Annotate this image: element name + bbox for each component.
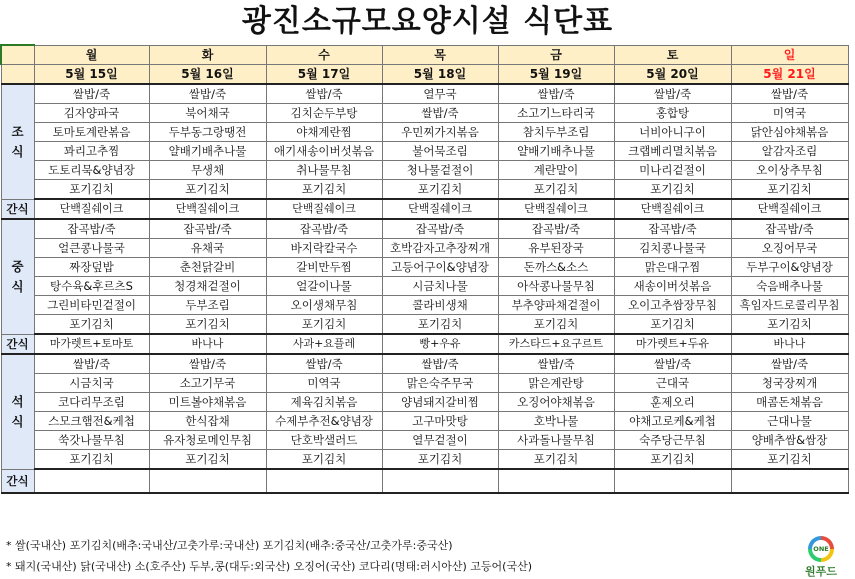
menu-item: 참치두부조림 — [498, 123, 614, 142]
menu-item: 포기김치 — [731, 180, 848, 200]
menu-item: 단호박샐러드 — [266, 431, 382, 450]
menu-item: 쌀밥/죽 — [498, 354, 614, 374]
day-header: 수 — [266, 45, 382, 65]
menu-item: 쌀밥/죽 — [34, 354, 149, 374]
menu-item: 토마토계란볶음 — [34, 123, 149, 142]
menu-item: 고구마맛탕 — [382, 412, 498, 431]
menu-item: 포기김치 — [149, 315, 266, 335]
menu-table — [0, 44, 849, 494]
menu-item: 무생채 — [149, 161, 266, 180]
menu-item: 야채고로케&케첩 — [614, 412, 731, 431]
menu-item: 취나물무침 — [266, 161, 382, 180]
menu-item: 오이상추무침 — [731, 161, 848, 180]
origin-note-1: * 쌀(국내산) 포기김치(배추:국내산/고춧가루:국내산) 포기김치(배추:중국산/고춧가루:중국산) — [6, 539, 453, 552]
date-header: 5월 17일 — [266, 65, 382, 85]
menu-item: 얼갈이나물 — [266, 277, 382, 296]
menu-item: 얄배기배추나물 — [498, 142, 614, 161]
date-corner-cell — [1, 65, 34, 85]
menu-item: 포기김치 — [149, 450, 266, 470]
menu-item: 제육김치볶음 — [266, 393, 382, 412]
logo-badge: ONE — [812, 540, 830, 558]
logo-ring-icon — [808, 536, 834, 562]
menu-item: 시금치국 — [34, 374, 149, 393]
menu-item: 포기김치 — [614, 315, 731, 335]
menu-item: 잡곡밥/죽 — [149, 219, 266, 239]
menu-item: 돈까스&소스 — [498, 258, 614, 277]
menu-item: 잡곡밥/죽 — [34, 219, 149, 239]
corner-cell — [1, 45, 34, 65]
snack-item — [266, 469, 382, 493]
menu-item: 꽈리고추찜 — [34, 142, 149, 161]
menu-item: 포기김치 — [731, 315, 848, 335]
snack-item: 단백질쉐이크 — [382, 199, 498, 219]
menu-item: 홍합탕 — [614, 104, 731, 123]
menu-item: 소고기무국 — [149, 374, 266, 393]
menu-item: 애기새송이버섯볶음 — [266, 142, 382, 161]
menu-item: 쌀밥/죽 — [614, 84, 731, 104]
menu-item: 얼큰콩나물국 — [34, 239, 149, 258]
breakfast-label — [1, 84, 34, 199]
menu-item: 포기김치 — [266, 450, 382, 470]
menu-item: 유부된장국 — [498, 239, 614, 258]
menu-item: 스모크햄전&케첩 — [34, 412, 149, 431]
menu-item: 근대국 — [614, 374, 731, 393]
menu-item: 아삭콩나물무침 — [498, 277, 614, 296]
menu-item: 유채국 — [149, 239, 266, 258]
snack-label: 간식 — [1, 469, 34, 493]
menu-item: 오이생채무침 — [266, 296, 382, 315]
menu-item: 알감자조림 — [731, 142, 848, 161]
menu-item: 포기김치 — [614, 450, 731, 470]
menu-item: 김치순두부탕 — [266, 104, 382, 123]
snack-item — [34, 469, 149, 493]
menu-item: 쌀밥/죽 — [266, 84, 382, 104]
menu-item: 양념돼지갈비찜 — [382, 393, 498, 412]
menu-item: 얄배기배추나물 — [149, 142, 266, 161]
menu-item: 닭안심야채볶음 — [731, 123, 848, 142]
menu-item: 사과돌나물무침 — [498, 431, 614, 450]
menu-item: 오이고추쌈장무침 — [614, 296, 731, 315]
breakfast-label-char: 조 — [11, 123, 24, 139]
menu-item: 잡곡밥/죽 — [498, 219, 614, 239]
menu-item: 포기김치 — [34, 180, 149, 200]
menu-item: 잡곡밥/죽 — [731, 219, 848, 239]
snack-item: 빵+우유 — [382, 334, 498, 354]
menu-item: 포기김치 — [382, 450, 498, 470]
menu-item: 고등어구이&양념장 — [382, 258, 498, 277]
dinner-label-char: 석 — [11, 393, 24, 409]
menu-item: 콜라비생채 — [382, 296, 498, 315]
snack-item: 카스타드+요구르트 — [498, 334, 614, 354]
lunch-label-char: 식 — [11, 278, 24, 294]
menu-item: 수제부추전&양념장 — [266, 412, 382, 431]
menu-item: 미역국 — [731, 104, 848, 123]
snack-item — [498, 469, 614, 493]
menu-item: 시금치나물 — [382, 277, 498, 296]
menu-item: 김치콩나물국 — [614, 239, 731, 258]
menu-item: 크랩베리멸치볶음 — [614, 142, 731, 161]
menu-item: 한식잡채 — [149, 412, 266, 431]
menu-item: 오징어야채볶음 — [498, 393, 614, 412]
menu-item: 잡곡밥/죽 — [614, 219, 731, 239]
day-header: 목 — [382, 45, 498, 65]
snack-item — [614, 469, 731, 493]
snack-item — [382, 469, 498, 493]
menu-item: 숙음배추나물 — [731, 277, 848, 296]
menu-item: 포기김치 — [498, 180, 614, 200]
day-header: 월 — [34, 45, 149, 65]
snack-item: 사과+요플레 — [266, 334, 382, 354]
snack-item: 바나나 — [149, 334, 266, 354]
menu-item: 갈비만두찜 — [266, 258, 382, 277]
menu-item: 부추양파채겉절이 — [498, 296, 614, 315]
menu-item: 맑은대구찜 — [614, 258, 731, 277]
menu-item: 열무국 — [382, 84, 498, 104]
snack-item: 마가렛트+두유 — [614, 334, 731, 354]
snack-item: 단백질쉐이크 — [149, 199, 266, 219]
menu-item: 불어묵조림 — [382, 142, 498, 161]
snack-item: 바나나 — [731, 334, 848, 354]
snack-item — [149, 469, 266, 493]
menu-item: 쌀밥/죽 — [731, 84, 848, 104]
menu-item: 포기김치 — [498, 315, 614, 335]
menu-item: 포기김치 — [498, 450, 614, 470]
menu-item: 포기김치 — [266, 315, 382, 335]
menu-item: 미트볼야채볶음 — [149, 393, 266, 412]
menu-item: 두부조림 — [149, 296, 266, 315]
menu-item: 춘천닭갈비 — [149, 258, 266, 277]
menu-item: 오징어무국 — [731, 239, 848, 258]
page-title: 광진소규모요양시설 식단표 — [241, 4, 614, 39]
menu-item: 소고기느타리국 — [498, 104, 614, 123]
snack-item: 단백질쉐이크 — [731, 199, 848, 219]
menu-item: 야채계란찜 — [266, 123, 382, 142]
menu-item: 김자양파국 — [34, 104, 149, 123]
day-header: 일 — [731, 45, 848, 65]
brand-logo — [800, 536, 842, 579]
menu-item: 잡곡밥/죽 — [382, 219, 498, 239]
menu-item: 호박나물 — [498, 412, 614, 431]
menu-item: 바지락칼국수 — [266, 239, 382, 258]
menu-item: 청경채겉절이 — [149, 277, 266, 296]
menu-item: 쌀밥/죽 — [34, 84, 149, 104]
menu-item: 쌀밥/죽 — [731, 354, 848, 374]
menu-item: 매콤돈채볶음 — [731, 393, 848, 412]
menu-item: 맑은숙주무국 — [382, 374, 498, 393]
menu-item: 계란말이 — [498, 161, 614, 180]
dinner-label — [1, 354, 34, 469]
menu-item: 쌀밥/죽 — [498, 84, 614, 104]
menu-item: 근대나물 — [731, 412, 848, 431]
menu-item: 포기김치 — [266, 180, 382, 200]
snack-item — [731, 469, 848, 493]
menu-item: 쑥갓나물무침 — [34, 431, 149, 450]
menu-item: 새송이버섯볶음 — [614, 277, 731, 296]
day-header: 금 — [498, 45, 614, 65]
menu-item: 쌀밥/죽 — [382, 354, 498, 374]
menu-item: 도토리묵&양념장 — [34, 161, 149, 180]
menu-item: 양배추쌈&쌈장 — [731, 431, 848, 450]
menu-item: 유자청로메인무침 — [149, 431, 266, 450]
date-header: 5월 16일 — [149, 65, 266, 85]
date-header: 5월 18일 — [382, 65, 498, 85]
snack-item: 단백질쉐이크 — [266, 199, 382, 219]
menu-item: 포기김치 — [149, 180, 266, 200]
menu-item: 그린비타민겉절이 — [34, 296, 149, 315]
menu-item: 두부구이&양념장 — [731, 258, 848, 277]
menu-item: 쌀밥/죽 — [149, 84, 266, 104]
menu-item: 쌀밥/죽 — [149, 354, 266, 374]
snack-item: 마가렛트+토마토 — [34, 334, 149, 354]
menu-item: 청국장찌개 — [731, 374, 848, 393]
date-header: 5월 19일 — [498, 65, 614, 85]
menu-item: 미역국 — [266, 374, 382, 393]
menu-item: 코다리무조림 — [34, 393, 149, 412]
day-header: 화 — [149, 45, 266, 65]
snack-label: 간식 — [1, 334, 34, 354]
menu-item: 열무겉절이 — [382, 431, 498, 450]
menu-item: 우민찌가지볶음 — [382, 123, 498, 142]
date-header: 5월 15일 — [34, 65, 149, 85]
snack-item: 단백질쉐이크 — [614, 199, 731, 219]
menu-item: 미나리겉절이 — [614, 161, 731, 180]
menu-item: 청나물겉절이 — [382, 161, 498, 180]
menu-item: 숙주당근무침 — [614, 431, 731, 450]
menu-item: 포기김치 — [382, 315, 498, 335]
menu-item: 탕수육&후르츠S — [34, 277, 149, 296]
origin-note-2: * 돼지(국내산) 닭(국내산) 소(호주산) 두부,콩(대두:외국산) 오징어(국산) 코다리(명태:러시아산) 고등어(국산) — [6, 560, 533, 573]
day-header: 토 — [614, 45, 731, 65]
menu-item: 쌀밥/죽 — [382, 104, 498, 123]
lunch-label-char: 중 — [11, 258, 24, 274]
breakfast-label-char: 식 — [11, 143, 24, 159]
menu-item: 포기김치 — [34, 315, 149, 335]
snack-item: 단백질쉐이크 — [34, 199, 149, 219]
menu-item: 포기김치 — [382, 180, 498, 200]
menu-item: 잡곡밥/죽 — [266, 219, 382, 239]
dinner-label-char: 식 — [11, 413, 24, 429]
date-header: 5월 20일 — [614, 65, 731, 85]
menu-item: 훈제오리 — [614, 393, 731, 412]
menu-item: 포기김치 — [34, 450, 149, 470]
menu-item: 쌀밥/죽 — [266, 354, 382, 374]
menu-item: 북어채국 — [149, 104, 266, 123]
menu-item: 포기김치 — [614, 180, 731, 200]
snack-item: 단백질쉐이크 — [498, 199, 614, 219]
menu-item: 짜장덮밥 — [34, 258, 149, 277]
menu-item: 호박감자고추장찌개 — [382, 239, 498, 258]
date-header: 5월 21일 — [731, 65, 848, 85]
menu-item: 맑은계란탕 — [498, 374, 614, 393]
menu-item: 포기김치 — [731, 450, 848, 470]
lunch-label — [1, 219, 34, 334]
menu-item: 너비아니구이 — [614, 123, 731, 142]
menu-item: 두부동그랑땡전 — [149, 123, 266, 142]
menu-item: 쌀밥/죽 — [614, 354, 731, 374]
logo-name: 원푸드 — [805, 565, 837, 578]
menu-item: 흑임자드로콜리무침 — [731, 296, 848, 315]
snack-label: 간식 — [1, 199, 34, 219]
